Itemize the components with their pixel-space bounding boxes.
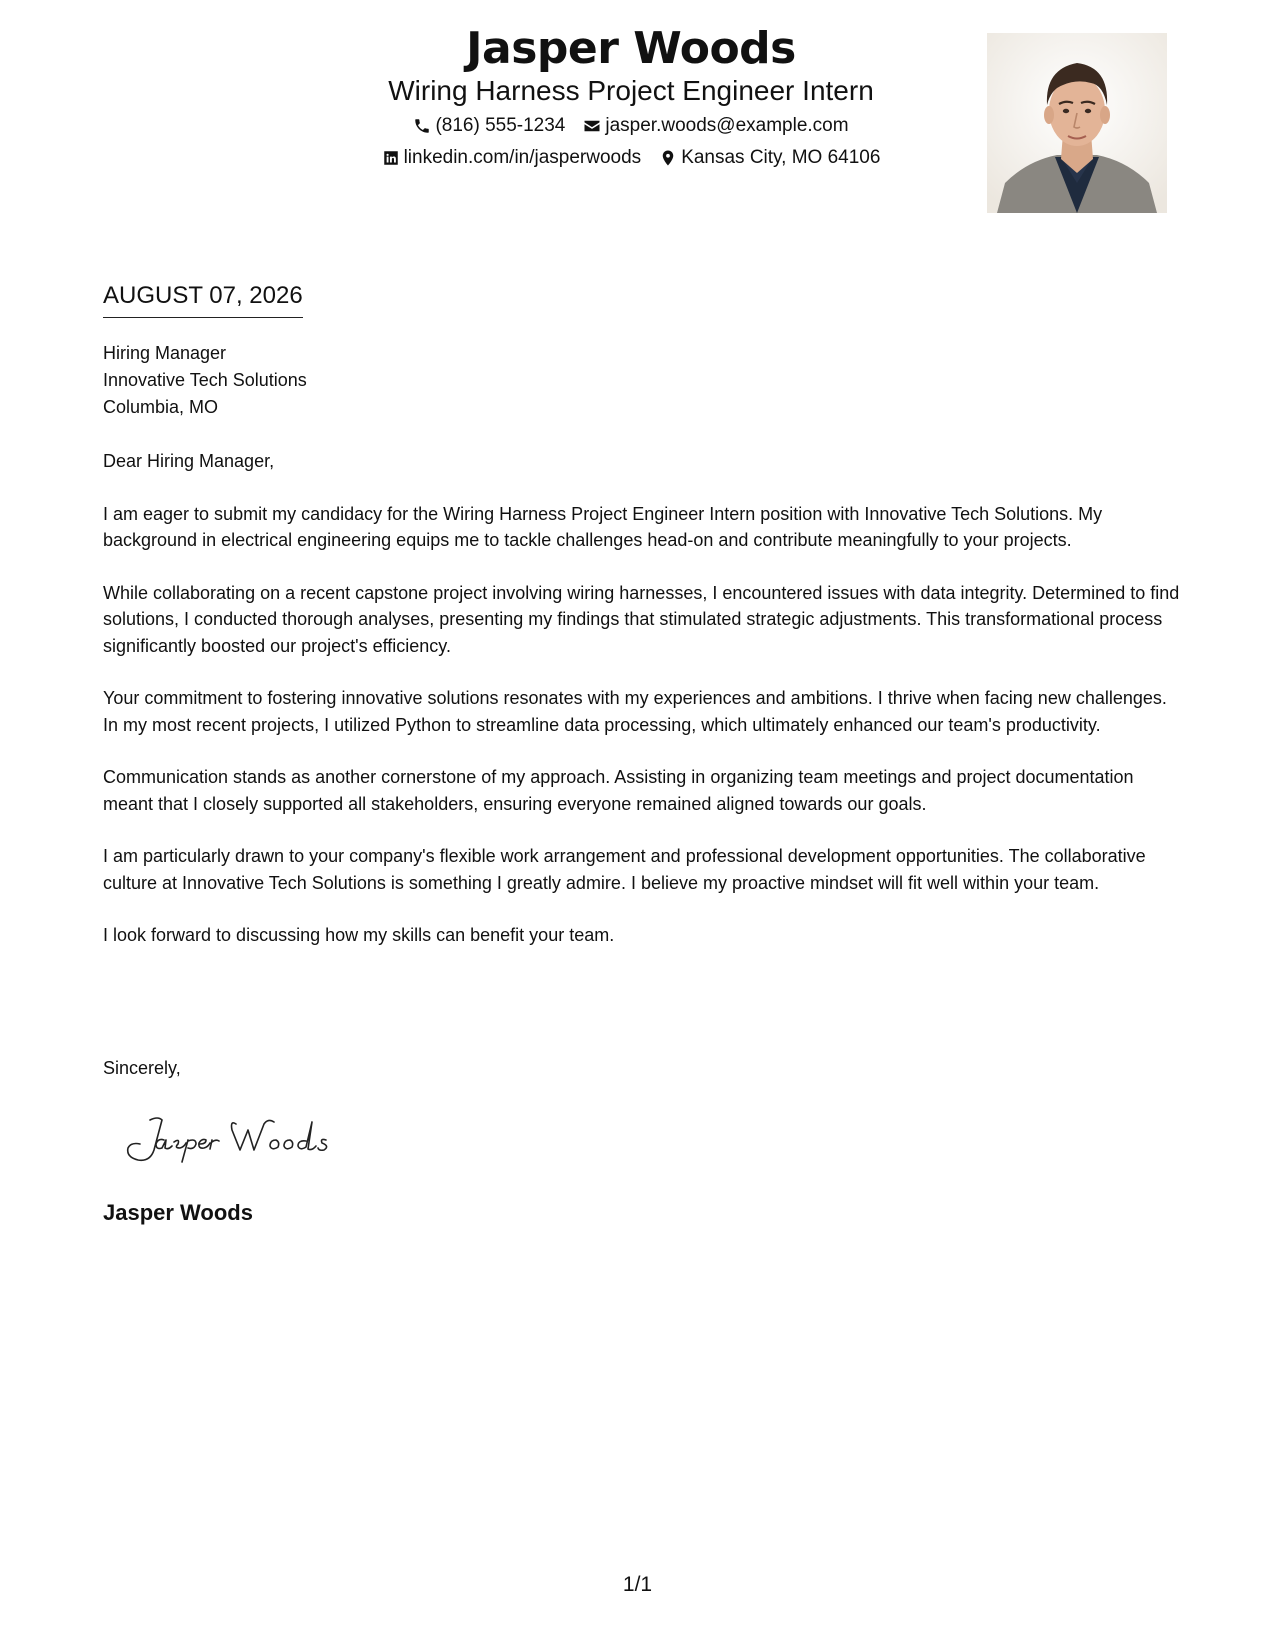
closing-line: Sincerely, [103, 1058, 181, 1078]
map-marker-icon [659, 149, 677, 167]
body-paragraph: I am particularly drawn to your company's flexible work arrangement and professional development opportunities. The collaborative culture at Innovative Tech Solutions is something I greatly admire. I believe my proactive mindset will fit well within your team. [103, 846, 1146, 893]
email-address[interactable]: jasper.woods@example.com [605, 115, 849, 136]
handwritten-signature [118, 1110, 358, 1165]
recipient-block [103, 340, 307, 421]
body-paragraph: Your commitment to fostering innovative solutions resonates with my experiences and ambitions. I thrive when facing new challenges. In my most recent projects, I utilized Python to streamline data processing, which ultimately enhanced our team's productivity. [103, 688, 1167, 735]
phone-contact [413, 114, 565, 138]
recipient-company: Innovative Tech Solutions [103, 370, 307, 390]
portrait-image [987, 33, 1167, 213]
linkedin-icon [382, 149, 400, 167]
applicant-title: Wiring Harness Project Engineer Intern [388, 75, 874, 106]
body-paragraph: I look forward to discussing how my skills can benefit your team. [103, 925, 615, 945]
phone-number: (816) 555-1234 [435, 115, 566, 136]
body-paragraph: Communication stands as another cornerstone of my approach. Assisting in organizing team meetings and project documentation meant that I closely supported all stakeholders, ensuring everyone remained aligned towards our goals. [103, 767, 1134, 814]
applicant-name: Jasper Woods [466, 23, 796, 74]
location-text: Kansas City, MO 64106 [681, 147, 881, 168]
linkedin-url[interactable]: linkedin.com/in/jasperwoods [403, 147, 642, 168]
location-contact [659, 146, 880, 170]
linkedin-contact[interactable] [382, 146, 642, 170]
page-number: 1/1 [622, 1573, 653, 1596]
envelope-icon [583, 117, 601, 135]
recipient-location: Columbia, MO [103, 397, 219, 417]
letter-body [103, 448, 1183, 975]
signature-text: Jasper Woods [118, 1110, 125, 1111]
salutation: Dear Hiring Manager, [103, 451, 275, 471]
recipient-name: Hiring Manager [103, 343, 227, 363]
body-paragraph: While collaborating on a recent capstone project involving wiring harnesses, I encountered issues with data integrity. Determined to find solutions, I conducted thorough analyses, presenting my findings that stimulated strategic adjustments. This transformational process significantly boosted our project's efficiency. [103, 582, 1180, 656]
letter-date: AUGUST 07, 2026 [103, 281, 303, 318]
phone-icon [413, 117, 431, 135]
body-paragraph: I am eager to submit my candidacy for the Wiring Harness Project Engineer Intern position with Innovative Tech Solutions. My background in electrical engineering equips me to tackle challenges head-on and contribute meaningfully to your projects. [103, 503, 1103, 550]
email-contact[interactable] [583, 114, 848, 138]
profile-photo [987, 33, 1167, 213]
signer-name: Jasper Woods [103, 1200, 253, 1225]
